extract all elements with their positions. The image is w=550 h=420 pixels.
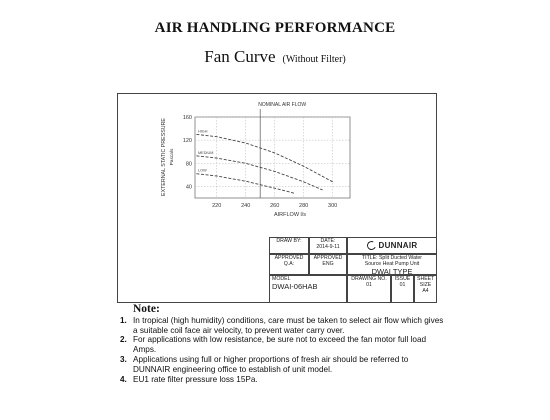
- nominal-airflow-label: NOMINAL AIR FLOW: [258, 102, 307, 108]
- date-label: DATE:: [320, 238, 336, 244]
- x-tick-label: 300: [328, 203, 338, 209]
- x-tick-label: 220: [212, 203, 222, 209]
- model-label: MODEL: [272, 276, 291, 282]
- x-tick-label: 260: [270, 203, 280, 209]
- notes-section: [117, 305, 447, 384]
- sheet-cell: [414, 275, 437, 303]
- y-tick-label: 40: [185, 184, 192, 191]
- note-item: [117, 355, 447, 375]
- sheet-size-label: SIZE: [419, 281, 432, 288]
- subtitle-note: (Without Filter): [282, 54, 346, 65]
- series-line-medium: [196, 156, 322, 190]
- model-cell: [269, 275, 347, 303]
- title-label: TITLE: Split Ducted Water: [361, 255, 423, 261]
- approved-label: APPROVED: [313, 255, 343, 261]
- note-number: 1.: [120, 315, 127, 325]
- note-number: 3.: [120, 354, 127, 364]
- note-text: Applications using full or higher proportions of fresh air should be referred to DUNNAIR engineering office to establish of unit model.: [133, 354, 409, 374]
- drawing-no-label: DRAWING NO.: [351, 276, 387, 282]
- title-line2: Source Heat Pump Unit: [364, 260, 420, 267]
- drawing-no-cell: [347, 275, 391, 303]
- drawn-by-cell: [269, 237, 309, 254]
- chart-subtitle: Fan Curve: [204, 47, 276, 66]
- note-text: In tropical (high humidity) conditions, care must be taken to select air flow which gives a suitable coil face air velocity, to prevent water carry over.: [133, 315, 444, 335]
- x-axis-label: AIRFLOW l/s: [273, 212, 307, 218]
- y-axis-unit: Pascals: [170, 148, 175, 166]
- note-number: 2.: [120, 335, 127, 345]
- title-block: [269, 237, 437, 303]
- x-tick-label: 280: [299, 203, 309, 209]
- note-item: [117, 316, 447, 336]
- y-tick-label: 160: [182, 115, 192, 121]
- note-number: 4.: [120, 374, 127, 384]
- plot-area: [195, 117, 350, 198]
- series-label: LOW: [198, 168, 207, 173]
- issue-value: 01: [399, 281, 406, 288]
- y-axis-label: EXTERNAL STATIC PRESSURE: [161, 118, 167, 196]
- x-tick-label: 240: [241, 203, 251, 209]
- approved-cell: [309, 254, 347, 275]
- series-label: MEDIUM: [198, 150, 214, 155]
- sheet-label: SHEET: [417, 276, 435, 282]
- drawn-by-label: DRAW BY:: [276, 238, 302, 244]
- date-value: 2014-9-11: [316, 243, 340, 250]
- note-item: [117, 375, 447, 385]
- dunnair-logo-icon: [365, 240, 377, 252]
- issue-label: ISSUE: [394, 276, 411, 282]
- issue-cell: [391, 275, 414, 303]
- note-item: [117, 335, 447, 355]
- logo-text: DUNNAIR: [378, 240, 418, 250]
- type-label: DWAI TYPE: [371, 266, 413, 275]
- approved-qa-label: APPROVED Q.A:: [274, 255, 304, 267]
- model-value: DWAI-06HAB: [272, 281, 318, 291]
- page-title: AIR HANDLING PERFORMANCE: [154, 20, 396, 36]
- sheet-value: A4: [422, 287, 429, 294]
- y-tick-label: 80: [185, 161, 192, 168]
- drawing-no-value: 01: [366, 281, 372, 288]
- drawing-title-cell: [347, 254, 437, 275]
- series-label: HIGH: [198, 129, 208, 134]
- approved-qa-cell: [269, 254, 309, 275]
- approved-value: ENG: [322, 260, 334, 267]
- notes-heading: Note:: [133, 303, 160, 315]
- note-text: EU1 rate filter pressure loss 15Pa.: [133, 374, 258, 384]
- date-cell: [309, 237, 347, 254]
- y-tick-label: 120: [182, 138, 192, 145]
- logo-cell: [347, 237, 437, 254]
- note-text: For applications with low resistance, be sure not to exceed the fan motor full load Amps.: [133, 335, 427, 355]
